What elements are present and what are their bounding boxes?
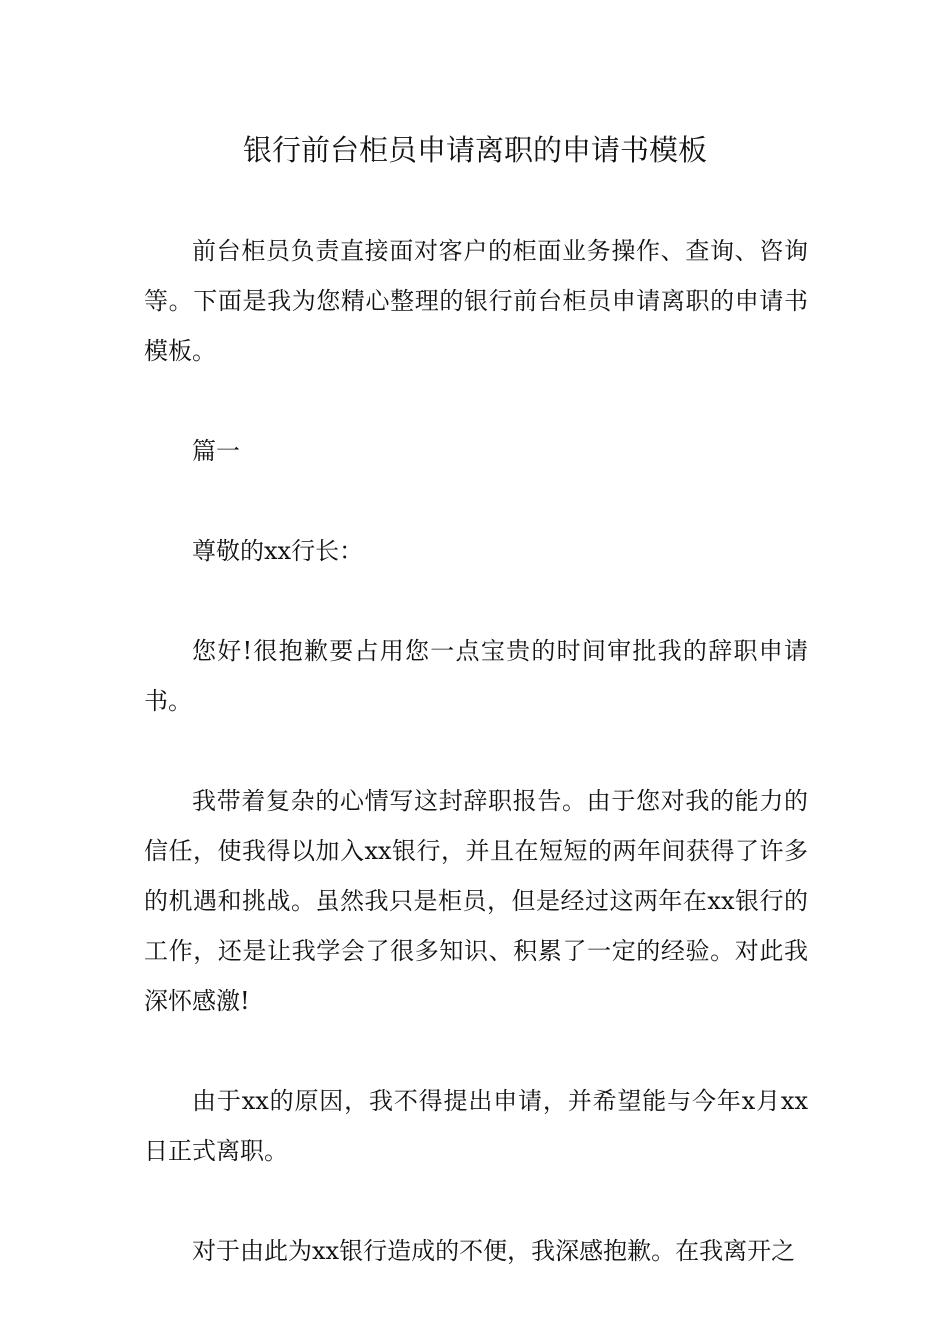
paragraph-salutation: 尊敬的xx行长： (192, 537, 364, 565)
paragraph-intro: 前台柜员负责直接面对客户的柜面业务操作、查询、咨询等。下面是我为您精心整理的银行前台柜员申请离职的申请书模板。 (144, 237, 808, 365)
paragraph-greeting: 您好!很抱歉要占用您一点宝贵的时间审批我的辞职申请书。 (144, 637, 808, 715)
paragraph-section-heading: 篇一 (192, 437, 240, 465)
paragraph-apology: 对于由此为xx银行造成的不便，我深感抱歉。在我离开之 (192, 1237, 796, 1265)
paragraph-gratitude: 我带着复杂的心情写这封辞职报告。由于您对我的能力的信任，使我得以加入xx银行，并且在短短的两年间获得了许多的机遇和挑战。虽然我只是柜员，但是经过这两年在xx银行的工作，还是让我学会了很多知识、积累了一定的经验。对此我深怀感激! (144, 787, 808, 1015)
document-title: 银行前台柜员申请离职的申请书模板 (242, 133, 707, 167)
document-body (144, 226, 808, 1326)
paragraph-resignation-date: 由于xx的原因，我不得提出申请，并希望能与今年x月xx日正式离职。 (144, 1087, 808, 1165)
